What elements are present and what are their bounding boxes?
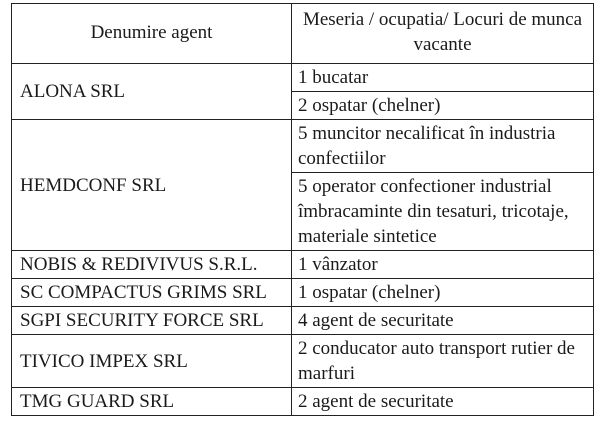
- agent-cell: HEMDCONF SRL: [12, 120, 292, 251]
- table-row: [12, 251, 594, 279]
- agent-cell: TIVICO IMPEX SRL: [12, 335, 292, 388]
- agent-cell: SC COMPACTUS GRIMS SRL: [12, 279, 292, 307]
- agent-cell: NOBIS & REDIVIVUS S.R.L.: [12, 251, 292, 279]
- table-row: [12, 307, 594, 335]
- table-row: [12, 120, 594, 173]
- job-cell: 2 ospatar (chelner): [292, 92, 594, 120]
- vacancies-table: [11, 3, 594, 416]
- table-row: [12, 388, 594, 416]
- document: [11, 3, 594, 416]
- job-cell: 5 muncitor necalificat în industria confectiilor: [292, 120, 594, 173]
- job-cell: 1 vânzator: [292, 251, 594, 279]
- agent-cell: SGPI SECURITY FORCE SRL: [12, 307, 292, 335]
- job-cell: 4 agent de securitate: [292, 307, 594, 335]
- job-cell: 2 conducator auto transport rutier de marfuri: [292, 335, 594, 388]
- table-row: [12, 279, 594, 307]
- job-cell: 1 ospatar (chelner): [292, 279, 594, 307]
- job-cell: 1 bucatar: [292, 64, 594, 92]
- table-row: [12, 64, 594, 92]
- job-cell: 2 agent de securitate: [292, 388, 594, 416]
- header-agent: Denumire agent: [12, 4, 292, 64]
- table-header-row: [12, 4, 594, 64]
- agent-cell: ALONA SRL: [12, 64, 292, 120]
- header-occupation: Meseria / ocupatia/ Locuri de munca vacante: [292, 4, 594, 64]
- job-cell: 5 operator confectioner industrial îmbracaminte din tesaturi, tricotaje, materiale sintetice: [292, 173, 594, 251]
- agent-cell: TMG GUARD SRL: [12, 388, 292, 416]
- table-row: [12, 335, 594, 388]
